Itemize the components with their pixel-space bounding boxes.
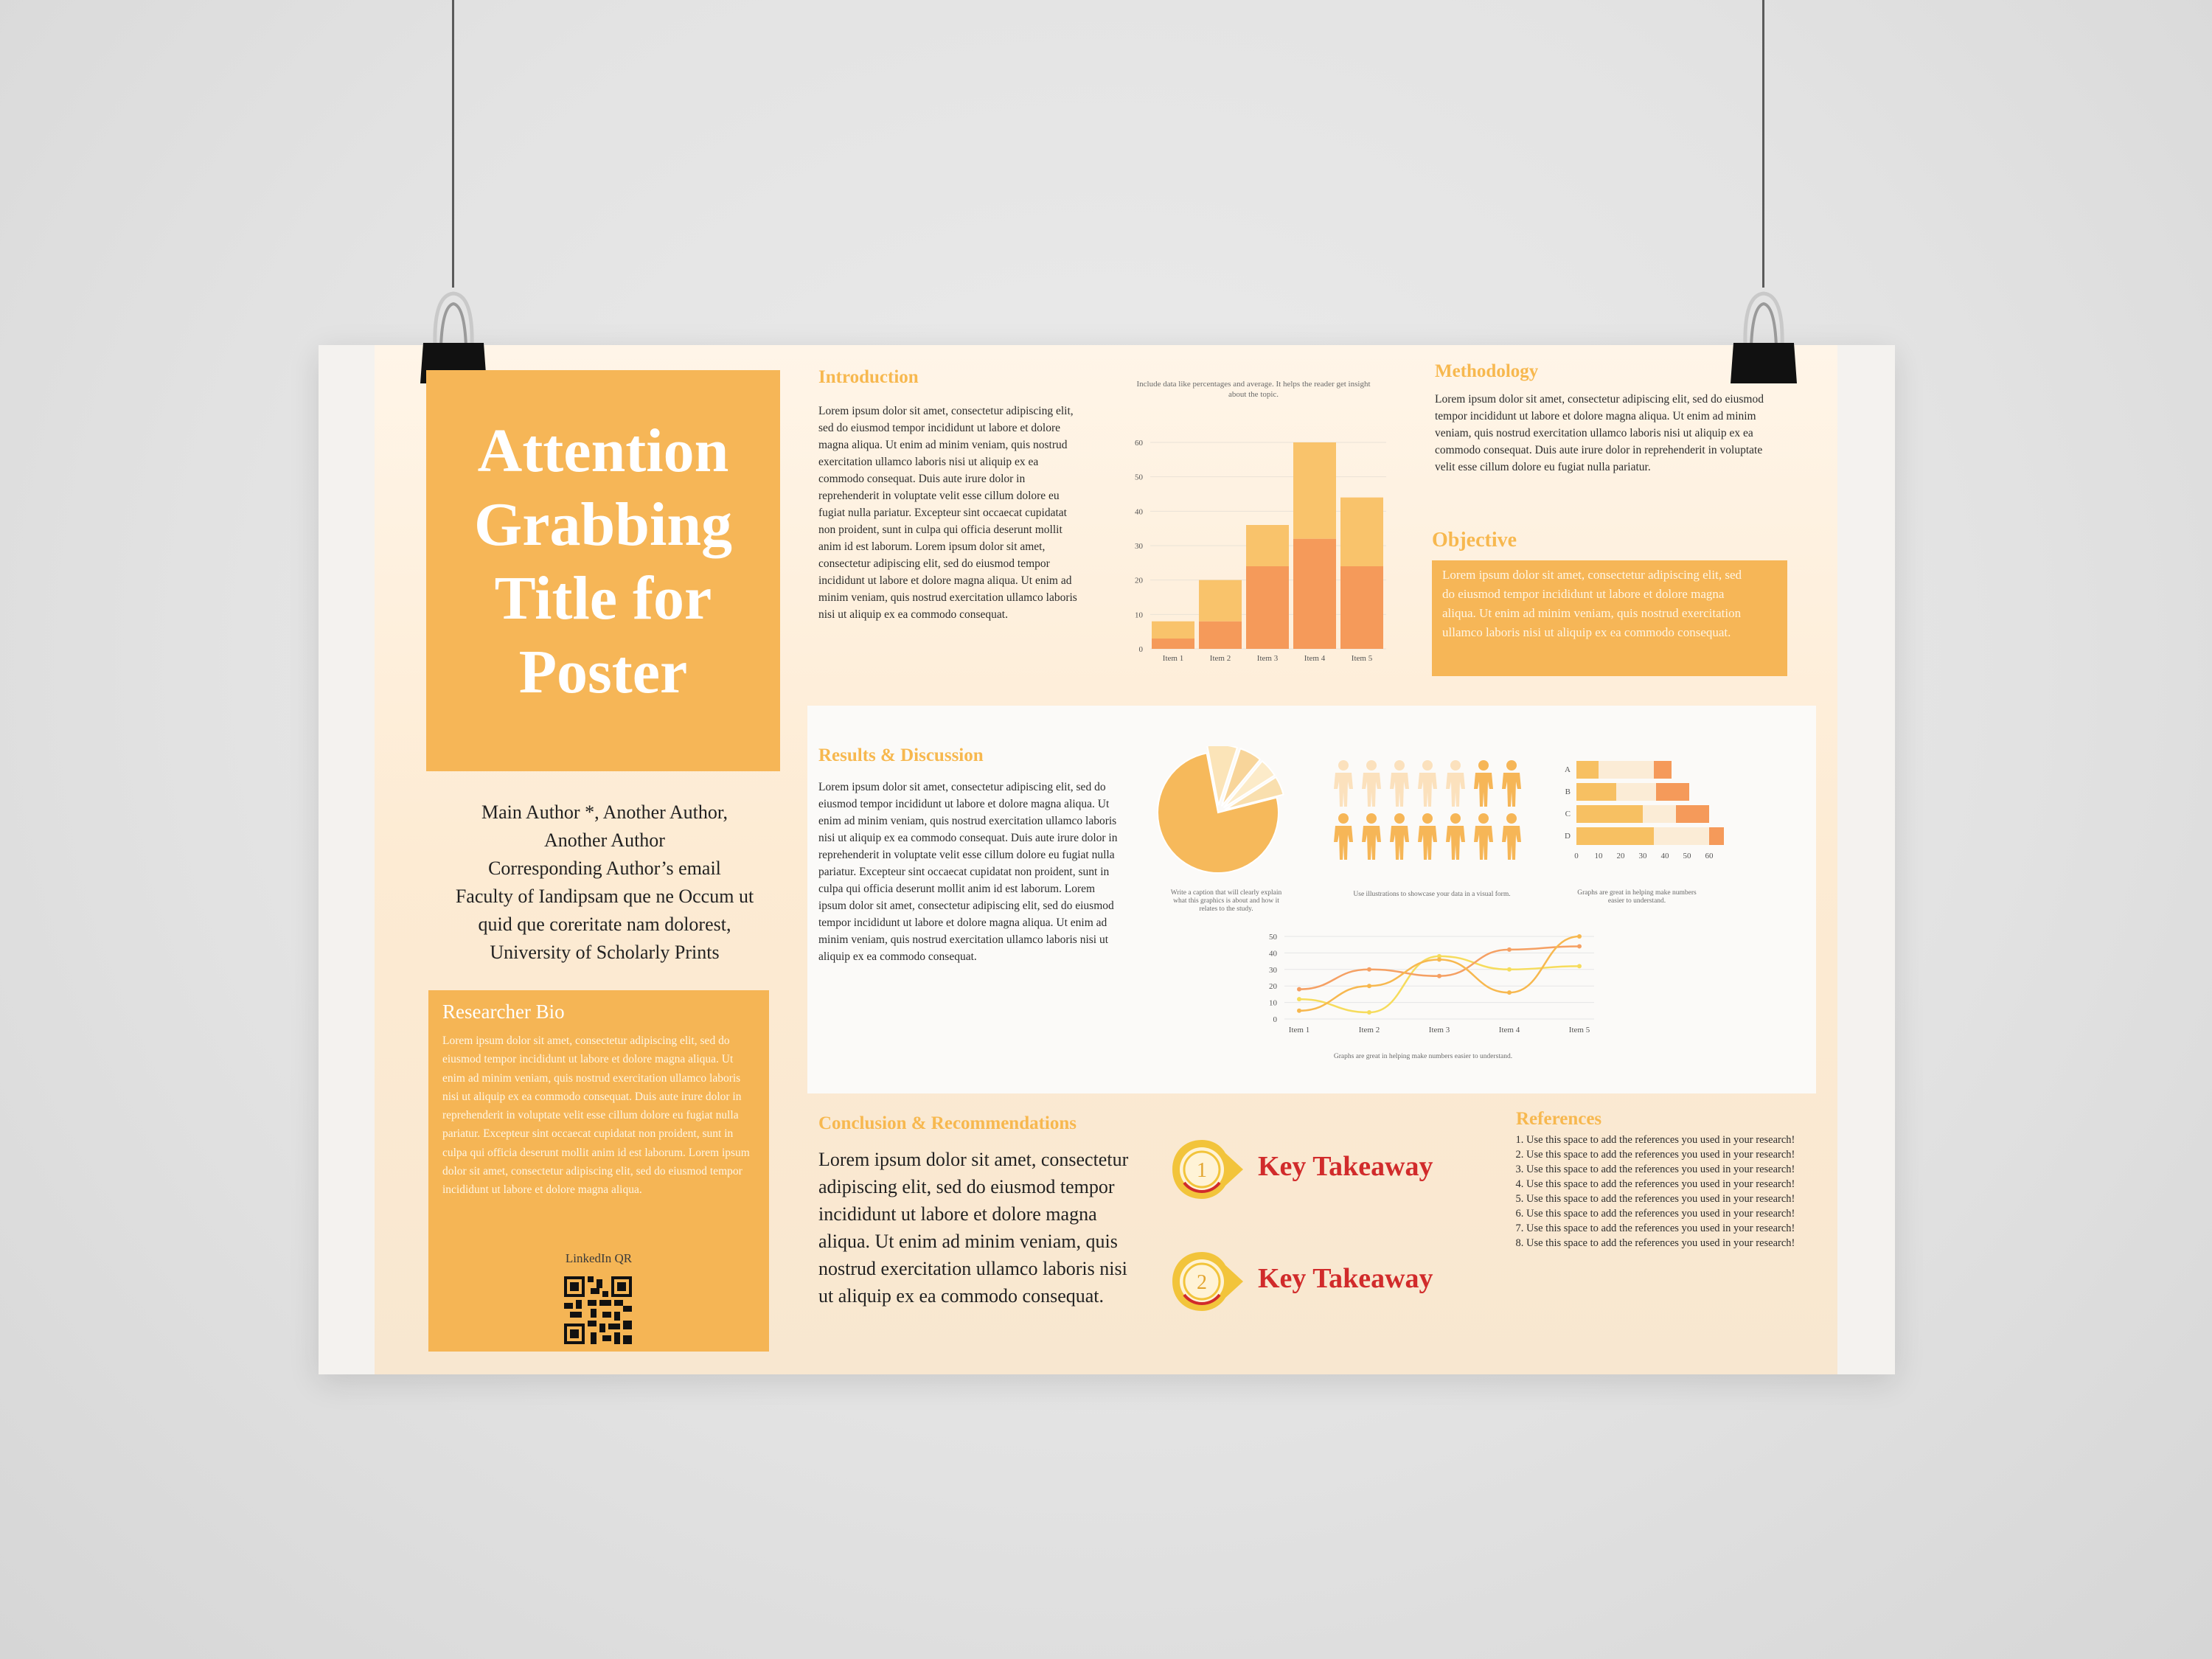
person-head: [1422, 760, 1433, 771]
reference-item: 3. Use this space to add the references you used in your research!: [1526, 1162, 1814, 1177]
person-body: [1418, 773, 1437, 807]
person-body: [1390, 826, 1409, 860]
hbar-segment: [1654, 827, 1709, 845]
y-tick-label: 0: [1138, 645, 1143, 654]
affiliation-line: University of Scholarly Prints: [490, 942, 720, 963]
line-point: [1507, 967, 1512, 972]
hbar-segment: [1576, 805, 1643, 823]
person-head: [1422, 813, 1433, 824]
methodology-text: Lorem ipsum dolor sit amet, consectetur adipiscing elit, sed do eiusmod tempor incididunt ut labore et dolore magna aliqua. Ut enim ad minim veniam, quis nostrud exercitation ullamco laboris nisi ut aliquip ex ea commodo consequat. Duis aute irure dolor in reprehenderit in voluptate velit esse cillum dolore eu fugiat nulla pariatur.: [1435, 393, 1764, 473]
line-point: [1437, 974, 1441, 978]
stacked-bar-chart: [1121, 437, 1401, 672]
author-block: [428, 799, 782, 967]
right-binder-clip: [1723, 280, 1804, 391]
key-takeaway-1: [1168, 1134, 1463, 1208]
person-body: [1474, 826, 1493, 860]
person-icon: [1362, 813, 1381, 860]
line-series: [1299, 956, 1579, 1012]
person-icon: [1390, 760, 1409, 807]
introduction-heading: Introduction: [818, 367, 919, 387]
hbar-segment: [1616, 783, 1656, 801]
results-text: Lorem ipsum dolor sit amet, consectetur adipiscing elit, sed do eiusmod tempor incididunt ut labore et dolore magna aliqua. Ut enim ad minim veniam, quis nostrud exercitation ullamco laboris nisi ut aliquip ex ea commodo consequat. Duis aute irure dolor in reprehenderit in voluptate velit esse cillum dolore eu fugiat nulla pariatur. Excepteur sint occaecat cupidatat non proident, sunt in culpa qui officia deserunt mollit anim id est laborum. Lorem ipsum dolor sit amet, consectetur adipiscing elit, sed do eiusmod tempor incididunt ut labore et dolore magna aliqua. Ut enim ad minim veniam, quis nostrud exercitation ullamco laboris nisi ut aliquip ex ea commodo consequat.: [818, 781, 1118, 963]
line-series: [1299, 936, 1579, 1011]
person-body: [1446, 826, 1465, 860]
person-head: [1478, 813, 1489, 824]
hbar-segment: [1654, 761, 1672, 779]
line-chart: [1262, 929, 1609, 1040]
line-point: [1367, 1010, 1371, 1015]
author-email-line: Corresponding Author’s email: [488, 858, 721, 879]
bio-text: Lorem ipsum dolor sit amet, consectetur adipiscing elit, sed do eiusmod tempor incididunt ut labore et dolore magna aliqua. Ut enim ad minim veniam, quis nostrud exercitation ullamco laboris nisi ut aliquip ex ea commodo consequat. Duis aute irure dolor in reprehenderit in voluptate velit esse cillum dolore eu fugiat nulla pariatur. Excepteur sint occaecat cupidatat non proident, sunt in culpa qui officia deserunt mollit anim id est laborum. Lorem ipsum dolor sit amet, consectetur adipiscing elit, sed do eiusmod tempor incididunt ut labore et dolore magna aliqua.: [442, 1034, 750, 1197]
horizontal-stacked-bar-chart: [1562, 755, 1724, 867]
bar-segment: [1152, 622, 1194, 639]
line-point: [1437, 957, 1441, 961]
results-heading: Results & Discussion: [818, 745, 984, 765]
person-icon: [1502, 760, 1521, 807]
hbar-segment: [1709, 827, 1724, 845]
y-tick-label: 60: [1135, 439, 1143, 448]
x-tick-label: 20: [1616, 852, 1625, 860]
introduction-text: Lorem ipsum dolor sit amet, consectetur adipiscing elit, sed do eiusmod tempor incididunt ut labore et dolore magna aliqua. Ut enim ad minim veniam, quis nostrud exercitation ullamco laboris nisi ut aliquip ex ea commodo consequat. Duis aute irure dolor in reprehenderit in voluptate velit esse cillum dolore eu fugiat nulla pariatur. Excepteur sint occaecat cupidatat non proident, sunt in culpa qui officia deserunt mollit anim id est laborum. Lorem ipsum dolor sit amet, consectetur adipiscing elit, sed do eiusmod tempor incididunt ut labore et dolore magna aliqua. Ut enim ad minim veniam, quis nostrud exercitation ullamco laboris nisi ut aliquip ex ea commodo consequat.: [818, 405, 1077, 621]
y-tick-label: 0: [1273, 1015, 1277, 1024]
person-head: [1478, 760, 1489, 771]
person-head: [1338, 813, 1349, 824]
objective-text: Lorem ipsum dolor sit amet, consectetur adipiscing elit, sed do eiusmod tempor incididunt ut labore et dolore magna aliqua. Ut enim ad minim veniam, quis nostrud exercitation ullamco laboris nisi ut aliquip ex ea commodo consequat.: [1442, 568, 1742, 639]
y-tick-label: 30: [1135, 542, 1143, 551]
hbar-segment: [1576, 761, 1599, 779]
poster-title-line: Attention: [477, 417, 729, 485]
pictograph-caption: Use illustrations to showcase your data in a visual form.: [1353, 891, 1511, 898]
x-tick-label: Item 5: [1351, 654, 1373, 663]
bar-segment: [1246, 525, 1289, 566]
person-icon: [1474, 760, 1493, 807]
person-icon: [1502, 813, 1521, 860]
reference-item: 2. Use this space to add the references you used in your research!: [1526, 1147, 1814, 1162]
poster-title: [426, 414, 780, 709]
person-icon: [1390, 813, 1409, 860]
bar-segment: [1246, 566, 1289, 649]
person-head: [1366, 760, 1377, 771]
x-tick-label: 50: [1683, 852, 1691, 860]
y-tick-label: 30: [1269, 965, 1277, 975]
person-head: [1506, 813, 1517, 824]
reference-item: 7. Use this space to add the references you used in your research!: [1526, 1221, 1814, 1236]
y-tick-label: 40: [1135, 507, 1143, 517]
x-tick-label: 40: [1660, 852, 1669, 860]
title-box: [426, 370, 780, 771]
person-body: [1418, 826, 1437, 860]
poster-title-line: Title for: [494, 564, 712, 633]
takeaway-number: 1: [1197, 1159, 1207, 1182]
person-head: [1450, 813, 1461, 824]
x-tick-label: Item 1: [1288, 1026, 1310, 1034]
x-tick-label: Item 4: [1304, 654, 1326, 663]
line-point: [1297, 987, 1301, 992]
affiliation-line: quid que coreritate nam dolorest,: [478, 914, 731, 935]
bar-segment: [1293, 442, 1336, 539]
takeaway-label: Key Takeaway: [1258, 1263, 1433, 1294]
person-icon: [1474, 813, 1493, 860]
person-icon: [1362, 760, 1381, 807]
poster-title-line: Poster: [518, 638, 688, 706]
x-tick-label: Item 4: [1498, 1026, 1520, 1034]
line-point: [1507, 947, 1512, 952]
hbar-segment: [1576, 827, 1654, 845]
person-body: [1502, 826, 1521, 860]
person-head: [1506, 760, 1517, 771]
reference-item: 4. Use this space to add the references you used in your research!: [1526, 1177, 1814, 1192]
hbar-segment: [1576, 783, 1616, 801]
references-heading: References: [1516, 1109, 1602, 1129]
pictograph-chart: [1333, 759, 1534, 863]
person-head: [1450, 760, 1461, 771]
person-body: [1502, 773, 1521, 807]
references-list: [1497, 1133, 1814, 1251]
y-tick-label: 10: [1135, 611, 1143, 620]
objective-box: [1432, 560, 1787, 676]
person-icon: [1446, 813, 1465, 860]
x-tick-label: Item 5: [1568, 1026, 1590, 1034]
pie-chart: [1150, 746, 1305, 879]
x-tick-label: 60: [1705, 852, 1714, 860]
person-head: [1338, 760, 1349, 771]
conclusion-heading: Conclusion & Recommendations: [818, 1113, 1077, 1133]
bar-segment: [1152, 639, 1194, 649]
y-tick-label: D: [1565, 832, 1571, 841]
y-tick-label: 50: [1135, 473, 1143, 482]
reference-item: 8. Use this space to add the references you used in your research!: [1526, 1236, 1814, 1251]
person-icon: [1446, 760, 1465, 807]
line-point: [1297, 997, 1301, 1001]
key-takeaway-2: [1168, 1246, 1463, 1320]
x-tick-label: Item 3: [1256, 654, 1279, 663]
linkedin-qr-code[interactable]: [564, 1276, 632, 1344]
person-icon: [1334, 813, 1353, 860]
line-point: [1297, 1009, 1301, 1013]
line-caption: Graphs are great in helping make numbers easier to understand.: [1333, 1053, 1513, 1060]
person-icon: [1418, 760, 1437, 807]
y-tick-label: A: [1565, 765, 1571, 774]
bar-segment: [1340, 498, 1383, 566]
person-body: [1390, 773, 1409, 807]
hbar-segment: [1643, 805, 1676, 823]
objective-heading: Objective: [1432, 529, 1517, 552]
methodology-heading: Methodology: [1435, 361, 1539, 381]
x-tick-label: Item 2: [1358, 1026, 1380, 1034]
line-point: [1577, 934, 1582, 939]
x-tick-label: Item 2: [1209, 654, 1231, 663]
person-body: [1362, 773, 1381, 807]
person-head: [1366, 813, 1377, 824]
author-line: Main Author *, Another Author,: [481, 801, 728, 823]
person-head: [1394, 760, 1405, 771]
right-hanging-wire: [1762, 0, 1764, 288]
x-tick-label: 0: [1574, 852, 1579, 860]
line-point: [1577, 964, 1582, 968]
reference-item: 1. Use this space to add the references you used in your research!: [1526, 1133, 1814, 1147]
researcher-bio-box: [428, 990, 769, 1352]
takeaway-badge-icon: [1168, 1246, 1249, 1320]
line-point: [1367, 984, 1371, 988]
x-tick-label: 10: [1594, 852, 1603, 860]
takeaway-number: 2: [1197, 1271, 1207, 1294]
y-tick-label: 10: [1269, 998, 1277, 1008]
person-body: [1334, 826, 1353, 860]
line-point: [1507, 990, 1512, 995]
takeaway-label: Key Takeaway: [1258, 1151, 1433, 1182]
person-icon: [1418, 813, 1437, 860]
hbar-segment: [1656, 783, 1689, 801]
conclusion-text: Lorem ipsum dolor sit amet, consectetur adipiscing elit, sed do eiusmod tempor incididunt ut labore et dolore magna aliqua. Ut enim ad minim veniam, quis nostrud exercitation ullamco laboris nisi ut aliquip ex ea commodo consequat.: [818, 1149, 1129, 1307]
bio-heading: Researcher Bio: [442, 1001, 565, 1023]
hbar-segment: [1676, 805, 1709, 823]
y-tick-label: 40: [1269, 949, 1277, 959]
qr-label: LinkedIn QR: [565, 1251, 633, 1265]
hbar-segment: [1599, 761, 1654, 779]
y-tick-label: 50: [1269, 933, 1277, 942]
person-head: [1394, 813, 1405, 824]
line-point: [1577, 944, 1582, 948]
author-line: Another Author: [544, 830, 665, 851]
person-body: [1334, 773, 1353, 807]
reference-item: 6. Use this space to add the references you used in your research!: [1526, 1206, 1814, 1221]
y-tick-label: B: [1565, 787, 1571, 796]
takeaway-badge-icon: [1168, 1134, 1249, 1208]
bar-segment: [1293, 539, 1336, 649]
y-tick-label: 20: [1269, 982, 1277, 992]
affiliation-line: Faculty of Iandipsam que ne Occum ut: [455, 886, 754, 907]
poster-title-line: Grabbing: [473, 490, 733, 559]
pie-caption: Write a caption that will clearly explain what this graphics is about and how it relates to the study.: [1170, 889, 1282, 913]
x-tick-label: 30: [1638, 852, 1647, 860]
reference-item: 5. Use this space to add the references you used in your research!: [1526, 1192, 1814, 1206]
person-icon: [1334, 760, 1353, 807]
bar-segment: [1199, 580, 1242, 622]
left-hanging-wire: [452, 0, 454, 288]
x-tick-label: Item 1: [1162, 654, 1184, 663]
line-point: [1367, 967, 1371, 972]
hbar-caption: Graphs are great in helping make numbers easier to understand.: [1577, 889, 1697, 905]
x-tick-label: Item 3: [1428, 1026, 1450, 1034]
bar-segment: [1199, 622, 1242, 649]
person-body: [1446, 773, 1465, 807]
y-tick-label: 20: [1135, 576, 1143, 585]
bar-chart-caption: Include data like percentages and average. It helps the reader get insight about the topic.: [1136, 380, 1371, 399]
person-body: [1474, 773, 1493, 807]
y-tick-label: C: [1565, 810, 1571, 818]
person-body: [1362, 826, 1381, 860]
bar-segment: [1340, 566, 1383, 649]
